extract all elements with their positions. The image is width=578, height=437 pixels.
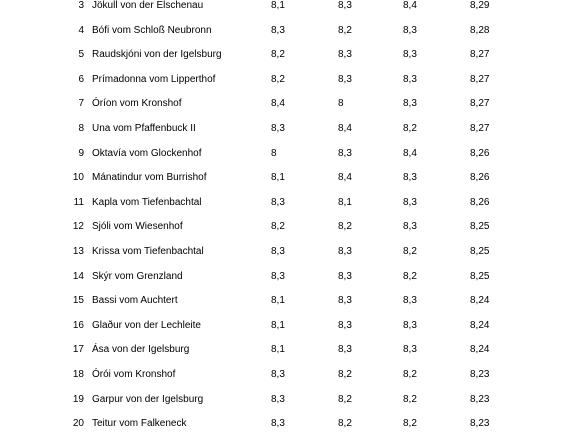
score-cell-2: 8,3: [338, 295, 352, 307]
rank-cell: 6: [78, 73, 84, 85]
rank-cell: 8: [78, 122, 84, 134]
score-cell-1: 8: [271, 147, 277, 159]
table-row: [0, 166, 578, 191]
score-cell-1: 8,1: [271, 295, 285, 307]
total-cell: 8,26: [470, 172, 490, 184]
name-cell: Raudskjóni von der Igelsburg: [92, 49, 222, 61]
score-cell-3: 8,3: [403, 73, 417, 85]
rank-cell: 17: [72, 344, 84, 356]
name-cell: Órói vom Kronshof: [92, 368, 176, 380]
total-cell: 8,26: [470, 196, 490, 208]
score-cell-2: 8,4: [338, 172, 352, 184]
name-cell: Krissa vom Tiefenbachtal: [92, 245, 204, 257]
total-cell: 8,27: [470, 73, 490, 85]
name-cell: Mánatindur vom Burrishof: [92, 172, 207, 184]
total-cell: 8,29: [470, 0, 490, 11]
score-cell-2: 8,2: [338, 418, 352, 430]
score-cell-2: 8,3: [338, 319, 352, 331]
table-row: [0, 363, 578, 388]
score-cell-2: 8,3: [338, 245, 352, 257]
name-cell: Kapla vom Tiefenbachtal: [92, 196, 202, 208]
rank-cell: 18: [72, 368, 84, 380]
total-cell: 8,24: [470, 295, 490, 307]
score-cell-3: 8,2: [403, 245, 417, 257]
rank-cell: 7: [78, 98, 84, 110]
name-cell: Jökull von der Elschenau: [92, 0, 204, 11]
score-cell-2: 8,2: [338, 221, 352, 233]
table-row: [0, 191, 578, 216]
score-cell-3: 8,4: [403, 0, 417, 11]
table-row: [0, 117, 578, 142]
rank-cell: 4: [78, 24, 84, 36]
score-cell-1: 8,2: [271, 221, 285, 233]
score-cell-1: 8,1: [271, 0, 285, 11]
table-row: [0, 19, 578, 44]
rank-cell: 19: [72, 393, 84, 405]
score-cell-1: 8,1: [271, 344, 285, 356]
name-cell: Bófi vom Schloß Neubronn: [92, 24, 212, 36]
total-cell: 8,27: [470, 49, 490, 61]
total-cell: 8,27: [470, 122, 490, 134]
name-cell: Una vom Pfaffenbuck II: [92, 122, 196, 134]
score-cell-2: 8,3: [338, 0, 352, 11]
score-cell-2: 8,2: [338, 368, 352, 380]
score-cell-3: 8,3: [403, 295, 417, 307]
name-cell: Garpur von der Igelsburg: [92, 393, 204, 405]
total-cell: 8,28: [470, 24, 490, 36]
score-cell-3: 8,3: [403, 172, 417, 184]
total-cell: 8,24: [470, 319, 490, 331]
total-cell: 8,23: [470, 418, 490, 430]
table-row: [0, 338, 578, 363]
name-cell: Bassi vom Auchtert: [92, 295, 178, 307]
rank-cell: 5: [78, 49, 84, 61]
table-row: [0, 43, 578, 68]
score-cell-1: 8,4: [271, 98, 285, 110]
rank-cell: 16: [72, 319, 84, 331]
score-cell-3: 8,3: [403, 49, 417, 61]
rank-cell: 11: [73, 196, 84, 208]
name-cell: Óríon vom Kronshof: [92, 98, 182, 110]
score-cell-1: 8,1: [271, 319, 285, 331]
table-row: [0, 388, 578, 413]
name-cell: Teitur vom Falkeneck: [92, 418, 187, 430]
total-cell: 8,25: [470, 270, 490, 282]
score-cell-3: 8,3: [403, 221, 417, 233]
score-cell-1: 8,2: [271, 49, 285, 61]
score-cell-1: 8,3: [271, 24, 285, 36]
table-row: [0, 215, 578, 240]
table-row: [0, 314, 578, 339]
score-cell-1: 8,3: [271, 196, 285, 208]
total-cell: 8,23: [470, 368, 490, 380]
score-cell-3: 8,2: [403, 418, 417, 430]
score-cell-2: 8,3: [338, 73, 352, 85]
score-cell-2: 8: [338, 98, 344, 110]
score-cell-1: 8,3: [271, 368, 285, 380]
score-cell-1: 8,3: [271, 270, 285, 282]
score-cell-3: 8,2: [403, 270, 417, 282]
score-cell-2: 8,3: [338, 344, 352, 356]
total-cell: 8,27: [470, 98, 490, 110]
score-cell-1: 8,2: [271, 73, 285, 85]
rank-cell: 20: [72, 418, 84, 430]
table-row: [0, 68, 578, 93]
score-cell-3: 8,3: [403, 24, 417, 36]
score-cell-3: 8,2: [403, 368, 417, 380]
table-row: [0, 0, 578, 19]
table-row: [0, 289, 578, 314]
score-cell-3: 8,3: [403, 319, 417, 331]
name-cell: Sjóli vom Wiesenhof: [92, 221, 183, 233]
score-cell-3: 8,3: [403, 196, 417, 208]
name-cell: Glaður von der Lechleite: [92, 319, 201, 331]
score-cell-1: 8,3: [271, 393, 285, 405]
score-cell-3: 8,3: [403, 344, 417, 356]
rank-cell: 12: [72, 221, 84, 233]
score-cell-2: 8,2: [338, 24, 352, 36]
table-row: [0, 142, 578, 167]
score-cell-1: 8,1: [271, 172, 285, 184]
score-cell-2: 8,1: [338, 196, 352, 208]
rank-cell: 9: [78, 147, 84, 159]
score-cell-1: 8,3: [271, 418, 285, 430]
score-cell-2: 8,4: [338, 122, 352, 134]
rank-cell: 13: [72, 245, 84, 257]
score-cell-1: 8,3: [271, 245, 285, 257]
total-cell: 8,25: [470, 221, 490, 233]
table-row: [0, 265, 578, 290]
score-cell-1: 8,3: [271, 122, 285, 134]
name-cell: Skýr vom Grenzland: [92, 270, 183, 282]
score-cell-2: 8,2: [338, 393, 352, 405]
score-cell-3: 8,3: [403, 98, 417, 110]
table-row: [0, 92, 578, 117]
score-cell-3: 8,2: [403, 122, 417, 134]
score-cell-3: 8,2: [403, 393, 417, 405]
score-cell-2: 8,3: [338, 49, 352, 61]
rank-cell: 15: [72, 295, 84, 307]
total-cell: 8,26: [470, 147, 490, 159]
rank-cell: 14: [72, 270, 84, 282]
name-cell: Oktavía vom Glockenhof: [92, 147, 202, 159]
name-cell: Prímadonna vom Lipperthof: [92, 73, 216, 85]
total-cell: 8,23: [470, 393, 490, 405]
name-cell: Ása von der Igelsburg: [92, 344, 190, 356]
score-cell-2: 8,3: [338, 270, 352, 282]
rank-cell: 10: [72, 172, 84, 184]
rank-cell: 3: [78, 0, 84, 11]
score-cell-3: 8,4: [403, 147, 417, 159]
score-cell-2: 8,3: [338, 147, 352, 159]
total-cell: 8,25: [470, 245, 490, 257]
table-row: [0, 240, 578, 265]
total-cell: 8,24: [470, 344, 490, 356]
